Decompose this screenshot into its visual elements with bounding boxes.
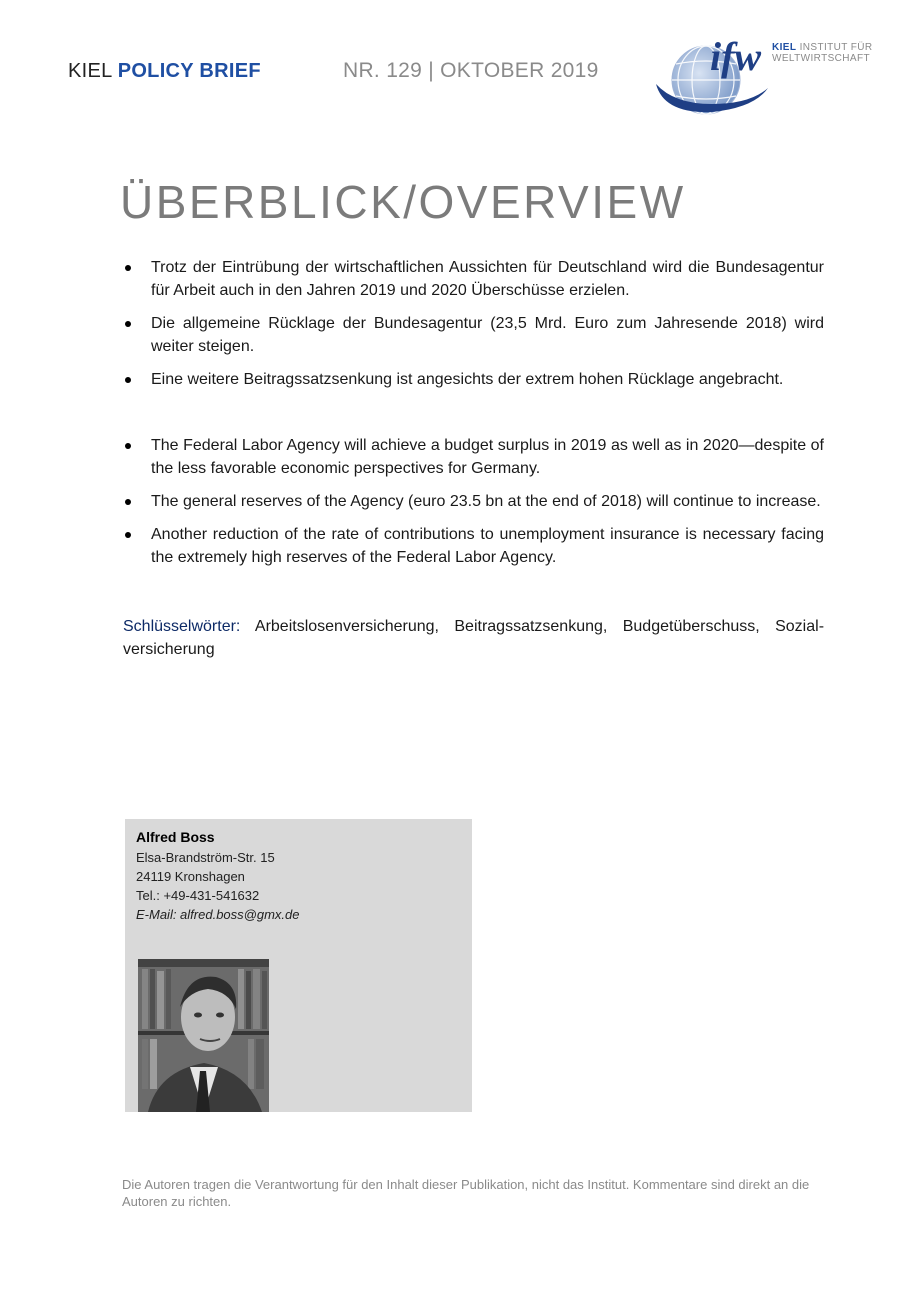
page-title: ÜBERBLICK/OVERVIEW: [120, 176, 686, 228]
bullets-english: [123, 434, 824, 579]
bullets-german: [123, 256, 824, 401]
series-name: POLICY BRIEF: [117, 60, 261, 82]
bullet-dot-icon: [125, 321, 131, 327]
series-title: [68, 60, 261, 83]
author-street: Elsa-Brandström-Str. 15: [136, 850, 275, 865]
keywords-text: Arbeitslosenversicherung, Beitragssatzsenkung, Budgetüberschuss, Sozialversicherung: [123, 618, 825, 658]
logo-line1-rest: INSTITUT FÜR: [796, 42, 873, 53]
disclaimer-footer: Die Autoren tragen die Verantwortung für den Inhalt dieser Publikation, nicht das Institut. Kommentare sind direkt an die Autoren zu richten.: [122, 1177, 810, 1209]
author-box: [125, 819, 472, 1112]
bullet-dot-icon: [125, 499, 131, 505]
series-prefix: KIEL: [68, 60, 112, 82]
bullet-text: Eine weitere Beitragssatzsenkung ist angesichts der extrem hohen Rücklage angebracht.: [151, 371, 784, 388]
author-name: Alfred Boss: [136, 829, 215, 845]
bullet-text: Trotz der Eintrübung der wirtschaftlichen Aussichten für Deutschland wird die Bundesagentur für Arbeit auch in den Jahren 2019 und 2020 Überschüsse erzielen.: [151, 259, 824, 299]
bullet-text: The Federal Labor Agency will achieve a budget surplus in 2019 as well as in 2020—despite of the less favorable economic perspectives for Germany.: [151, 437, 824, 477]
bullet-text: The general reserves of the Agency (euro 23.5 bn at the end of 2018) will continue to increase.: [151, 493, 821, 510]
issue-number: NR. 129 | OKTOBER 2019: [343, 59, 599, 82]
keywords: [123, 615, 824, 661]
logo-line1-bold: KIEL: [772, 42, 797, 53]
bullet-item: [123, 368, 824, 391]
bullet-dot-icon: [125, 377, 131, 383]
keywords-label: Schlüsselwörter:: [123, 618, 241, 635]
logo-text: [772, 42, 873, 64]
logo-line2: WELTWIRTSCHAFT: [772, 53, 871, 64]
bullet-dot-icon: [125, 532, 131, 538]
bullet-dot-icon: [125, 265, 131, 271]
author-email[interactable]: E-Mail: alfred.boss@gmx.de: [136, 907, 300, 922]
bullet-item: [123, 256, 824, 302]
bullet-dot-icon: [125, 443, 131, 449]
author-city: 24119 Kronshagen: [136, 869, 245, 884]
bullet-item: [123, 490, 824, 513]
author-phone: Tel.: +49-431-541632: [136, 888, 260, 903]
bullet-text: Another reduction of the rate of contributions to unemployment insurance is necessary facing the extremely high reserves of the Federal Labor Agency.: [151, 526, 824, 566]
bullet-item: [123, 312, 824, 358]
logo-mark: ifw: [710, 34, 762, 79]
bullet-item: [123, 434, 824, 480]
bullet-text: Die allgemeine Rücklage der Bundesagentur (23,5 Mrd. Euro zum Jahresende 2018) wird weiter steigen.: [151, 315, 824, 355]
author-photo: [138, 959, 269, 1112]
bullet-item: [123, 523, 824, 569]
